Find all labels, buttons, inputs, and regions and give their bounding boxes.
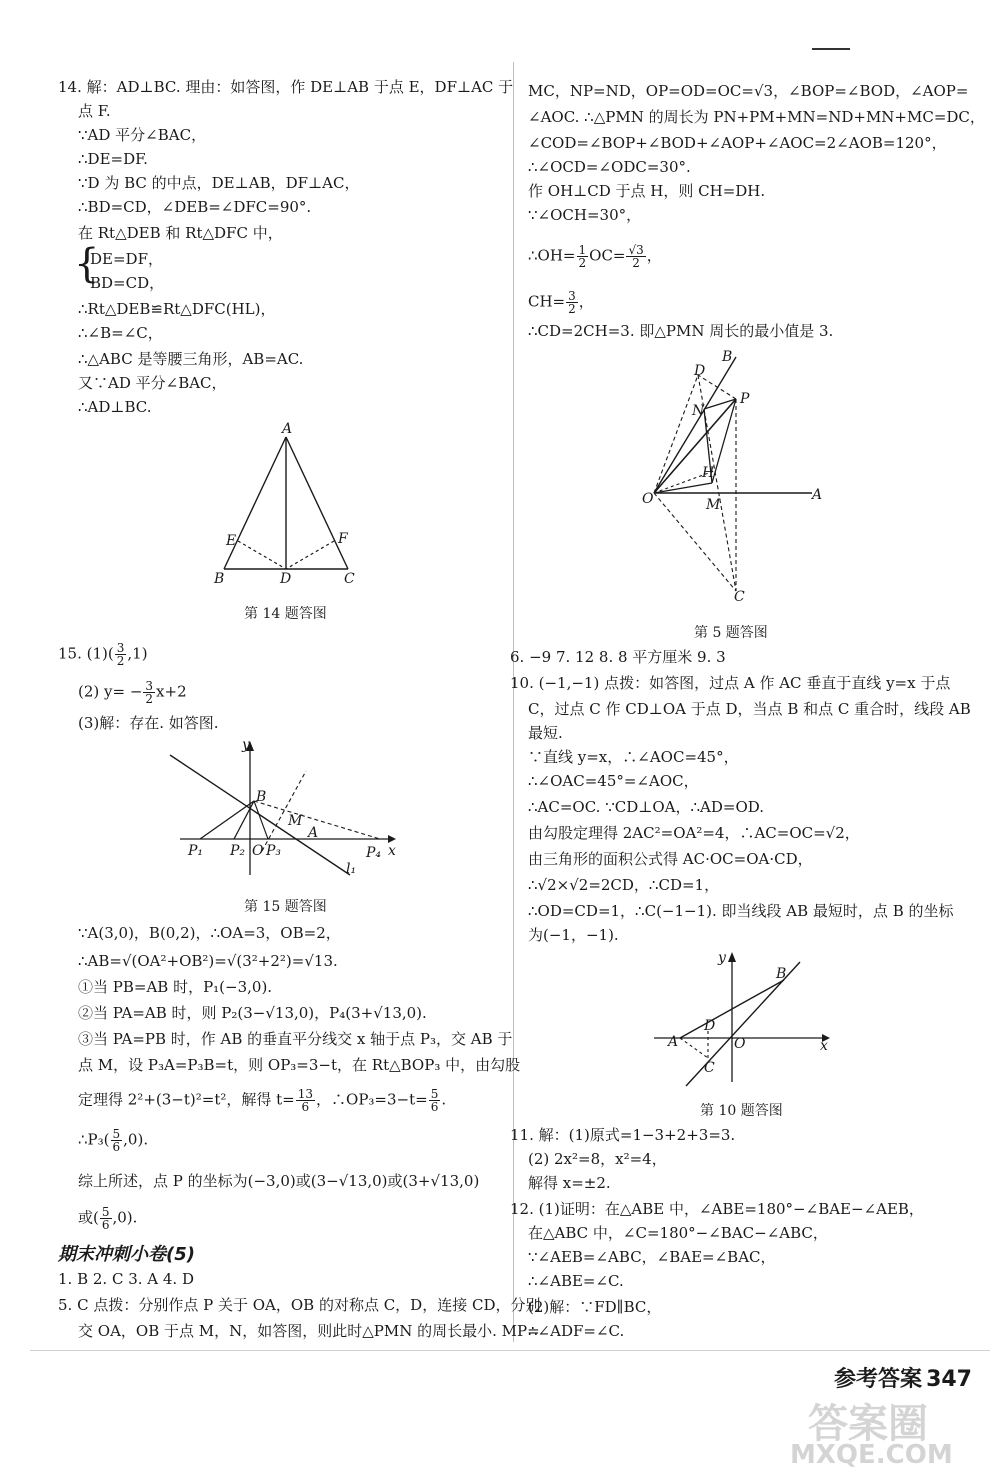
q10-line-2: C，过点 C 作 CD⊥OA 于点 D，当点 B 和点 C 重合时，线段 AB xyxy=(528,700,971,718)
q10-line-9: ∴√2×√2=2CD，∴CD=1， xyxy=(528,876,720,894)
fig14-label-f: F xyxy=(338,531,348,547)
q15-line-5: ③当 PA=PB 时，作 AB 的垂直平分线交 x 轴于点 P₃，交 AB 于 xyxy=(78,1030,513,1048)
fig10-label-a: A xyxy=(668,1034,679,1050)
q14-line-14: ∴AD⊥BC. xyxy=(78,398,152,416)
q14-line-11: ∴∠B=∠C， xyxy=(78,324,163,342)
watermark-logo: 答案圈 xyxy=(808,1401,928,1447)
q10-line-10: ∴OD=CD=1，∴C(−1−1). 即当线段 AB 最短时，点 B 的坐标 xyxy=(528,902,954,920)
watermark-url: MXQE.COM xyxy=(790,1440,953,1470)
q5-cont-3: ∠COD=∠BOP+∠BOD+∠AOP+∠AOC=2∠AOB=120°， xyxy=(528,134,947,152)
fig5-label-o: O xyxy=(642,491,654,507)
q5-cont-6: ∵∠OCH=30°， xyxy=(528,206,642,224)
answers-6-9: 6. −9 7. 12 8. 8 平方厘米 9. 3 xyxy=(510,648,726,666)
q5-ch-line: CH= $\frac{3}{2}$ ， xyxy=(528,289,594,316)
q14-line-5: ∵D 为 BC 的中点，DE⊥AB，DF⊥AC， xyxy=(78,174,360,192)
q10-line-8: 由三角形的面积公式得 AC·OC=OA·CD， xyxy=(528,850,813,868)
q15-line-9: 综上所述，点 P 的坐标为(−3,0)或(3−√13,0)或(3+√13,0) xyxy=(78,1172,480,1190)
mc-answers: 1. B 2. C 3. A 4. D xyxy=(58,1270,194,1288)
fig15-label-p3: P₃ xyxy=(266,843,282,859)
q14-line-2: 点 F. xyxy=(78,102,111,120)
q5-cont-5: 作 OH⊥CD 于点 H，则 CH=DH. xyxy=(528,182,766,200)
fig5-caption: 第 5 题答图 xyxy=(694,625,768,641)
fig5-label-a: A xyxy=(812,487,823,503)
fig15-label-p4: P₄ xyxy=(366,845,382,861)
fig5-label-p: P xyxy=(740,391,750,407)
fig15-label-m: M xyxy=(288,813,303,829)
fig15-label-o: O xyxy=(252,843,264,859)
q14-line-13: 又∵AD 平分∠BAC， xyxy=(78,374,227,392)
fig14-label-d: D xyxy=(280,571,292,587)
q15-line-6: 点 M，设 P₃A=P₃B=t，则 OP₃=3−t，在 Rt△BOP₃ 中，由勾股 xyxy=(78,1056,521,1074)
q5-line-2: 交 OA，OB 于点 M，N，如答图，则此时△PMN 的周长最小. MP= xyxy=(78,1322,540,1340)
fig10-label-o: O xyxy=(734,1036,746,1052)
fig5-label-m: M xyxy=(706,497,721,513)
fig15-coordinate-diagram xyxy=(170,735,400,885)
q10-line-11: 为(−1，−1). xyxy=(528,926,619,944)
q10-line-3: 最短. xyxy=(528,724,563,742)
q11-line-3: 解得 x=±2. xyxy=(528,1174,611,1192)
q14-line-12: ∴△ABC 是等腰三角形，AB=AC. xyxy=(78,350,304,368)
q15-line-2: ∴AB=√(OA²+OB²)=√(3²+2²)=√13. xyxy=(78,952,338,970)
q12-line-4: ∴∠ABE=∠C. xyxy=(528,1272,624,1290)
q12-line-3: ∵∠AEB=∠ABC，∠BAE=∠BAC， xyxy=(528,1248,776,1266)
q5-cont-2: ∠AOC. ∴△PMN 的周长为 PN+PM+MN=ND+MN+MC=DC， xyxy=(528,108,985,126)
q14-line-8: DE=DF， xyxy=(90,250,163,268)
q5-oh-line: ∴OH= $\frac{1}{2}$ OC= $\frac{√3}{2}$ ， xyxy=(528,243,662,270)
column-divider xyxy=(513,62,514,1342)
q12-line-6: ∴∠ADF=∠C. xyxy=(528,1322,625,1340)
fig14-label-e: E xyxy=(226,533,237,549)
q10-line-7: 由勾股定理得 2AC²=OA²=4，∴AC=OC=√2， xyxy=(528,824,860,842)
page-number: 347 xyxy=(926,1367,972,1392)
q14-line-1: 14. 解：AD⊥BC. 理由：如答图，作 DE⊥AB 于点 E，DF⊥AC 于 xyxy=(58,78,514,96)
fig5-angle-diagram xyxy=(640,345,830,605)
q11-line-1: 11. 解：(1)原式=1−3+2+3=3. xyxy=(510,1126,736,1144)
system-brace: { xyxy=(74,241,100,287)
q10-line-6: ∴AC=OC. ∵CD⊥OA，∴AD=OD. xyxy=(528,798,765,816)
fig10-label-b: B xyxy=(776,966,787,982)
fig5-label-d: D xyxy=(694,363,706,379)
fig10-caption: 第 10 题答图 xyxy=(700,1103,783,1119)
q10-line-1: 10. (−1,−1) 点拨：如答图，过点 A 作 AC 垂直于直线 y=x 于点 xyxy=(510,674,951,692)
q15-line-7: 定理得 2²+(3−t)²=t²，解得 t= $\frac{13}{6}$ ，∴OP₃=3−t= $\frac{5}{6}$ . xyxy=(78,1087,447,1114)
q15-line-3: ①当 PB=AB 时，P₁(−3,0). xyxy=(78,978,273,996)
fig15-label-l1: l₁ xyxy=(346,861,357,877)
q5-line-1: 5. C 点拨：分别作点 P 关于 OA，OB 的对称点 C，D，连接 CD，分别 xyxy=(58,1296,541,1314)
q12-line-5: (2)解：∵FD∥BC， xyxy=(528,1298,662,1316)
q15-line-4: ②当 PA=AB 时，则 P₂(3−√13,0)，P₄(3+√13,0). xyxy=(78,1004,427,1022)
fig15-label-b: B xyxy=(256,789,267,805)
fig5-label-b: B xyxy=(722,349,733,365)
q11-line-2: (2) 2x²=8，x²=4， xyxy=(528,1150,667,1168)
section-title: 期末冲刺小卷(5) xyxy=(58,1244,195,1265)
q14-line-9: BD=CD， xyxy=(90,274,165,292)
q10-line-5: ∴∠OAC=45°=∠AOC， xyxy=(528,772,699,790)
fig14-triangle-diagram xyxy=(210,421,370,587)
q5-cont-1: MC，NP=ND，OP=OD=OC=√3，∠BOP=∠BOD，∠AOP= xyxy=(528,82,969,100)
q15-part2: (2) y= − $\frac{3}{2}$ x+2 xyxy=(78,679,187,706)
footer-rule xyxy=(30,1350,990,1351)
q5-cont-4: ∴∠OCD=∠ODC=30°. xyxy=(528,158,691,176)
fig14-label-c: C xyxy=(344,571,355,587)
fig14-caption: 第 14 题答图 xyxy=(244,606,327,622)
fig10-label-x: x xyxy=(820,1038,828,1054)
fig14-label-a: A xyxy=(282,421,293,437)
q15-line-1: ∵A(3,0)，B(0,2)，∴OA=3，OB=2， xyxy=(78,924,341,942)
q15-line-10: 或( $\frac{5}{6}$ ,0). xyxy=(78,1205,138,1232)
q15-part1: 15. (1)( $\frac{3}{2}$ ,1) xyxy=(58,641,148,668)
fig15-label-a: A xyxy=(308,825,319,841)
q12-line-1: 12. (1)证明：在△ABE 中，∠ABE=180°−∠BAE−∠AEB， xyxy=(510,1200,924,1218)
fig15-label-x: x xyxy=(388,843,396,859)
fig15-label-p2: P₂ xyxy=(230,843,246,859)
q12-line-2: 在△ABC 中，∠C=180°−∠BAC−∠ABC， xyxy=(528,1224,828,1242)
q14-line-7: 在 Rt△DEB 和 Rt△DFC 中， xyxy=(78,224,283,242)
fig5-label-n: N xyxy=(692,403,705,419)
q14-line-6: ∴BD=CD，∠DEB=∠DFC=90°. xyxy=(78,198,312,216)
page-footer xyxy=(834,1362,972,1393)
q15-part3: (3)解：存在. 如答图. xyxy=(78,714,219,732)
q10-line-4: ∵直线 y=x，∴∠AOC=45°， xyxy=(528,748,739,766)
q14-line-3: ∵AD 平分∠BAC， xyxy=(78,126,207,144)
fig10-label-c: C xyxy=(704,1060,715,1076)
fig5-label-c: C xyxy=(734,589,745,605)
fig10-coordinate-diagram xyxy=(650,950,840,1090)
fig15-label-y: y xyxy=(242,737,250,753)
fig15-label-p1: P₁ xyxy=(188,843,204,859)
q5-cd-line: ∴CD=2CH=3. 即△PMN 周长的最小值是 3. xyxy=(528,322,834,340)
fig10-label-y: y xyxy=(718,950,726,966)
fig14-label-b: B xyxy=(214,571,225,587)
fig10-label-d: D xyxy=(704,1018,716,1034)
q14-line-4: ∴DE=DF. xyxy=(78,150,148,168)
fig15-caption: 第 15 题答图 xyxy=(244,899,327,915)
fig5-label-h: H xyxy=(702,465,715,481)
q14-line-10: ∴Rt△DEB≌Rt△DFC(HL)， xyxy=(78,300,276,318)
q15-line-8: ∴P₃( $\frac{5}{6}$ ,0). xyxy=(78,1127,149,1154)
top-rule xyxy=(812,48,850,50)
footer-label: 参考答案 xyxy=(834,1367,923,1392)
